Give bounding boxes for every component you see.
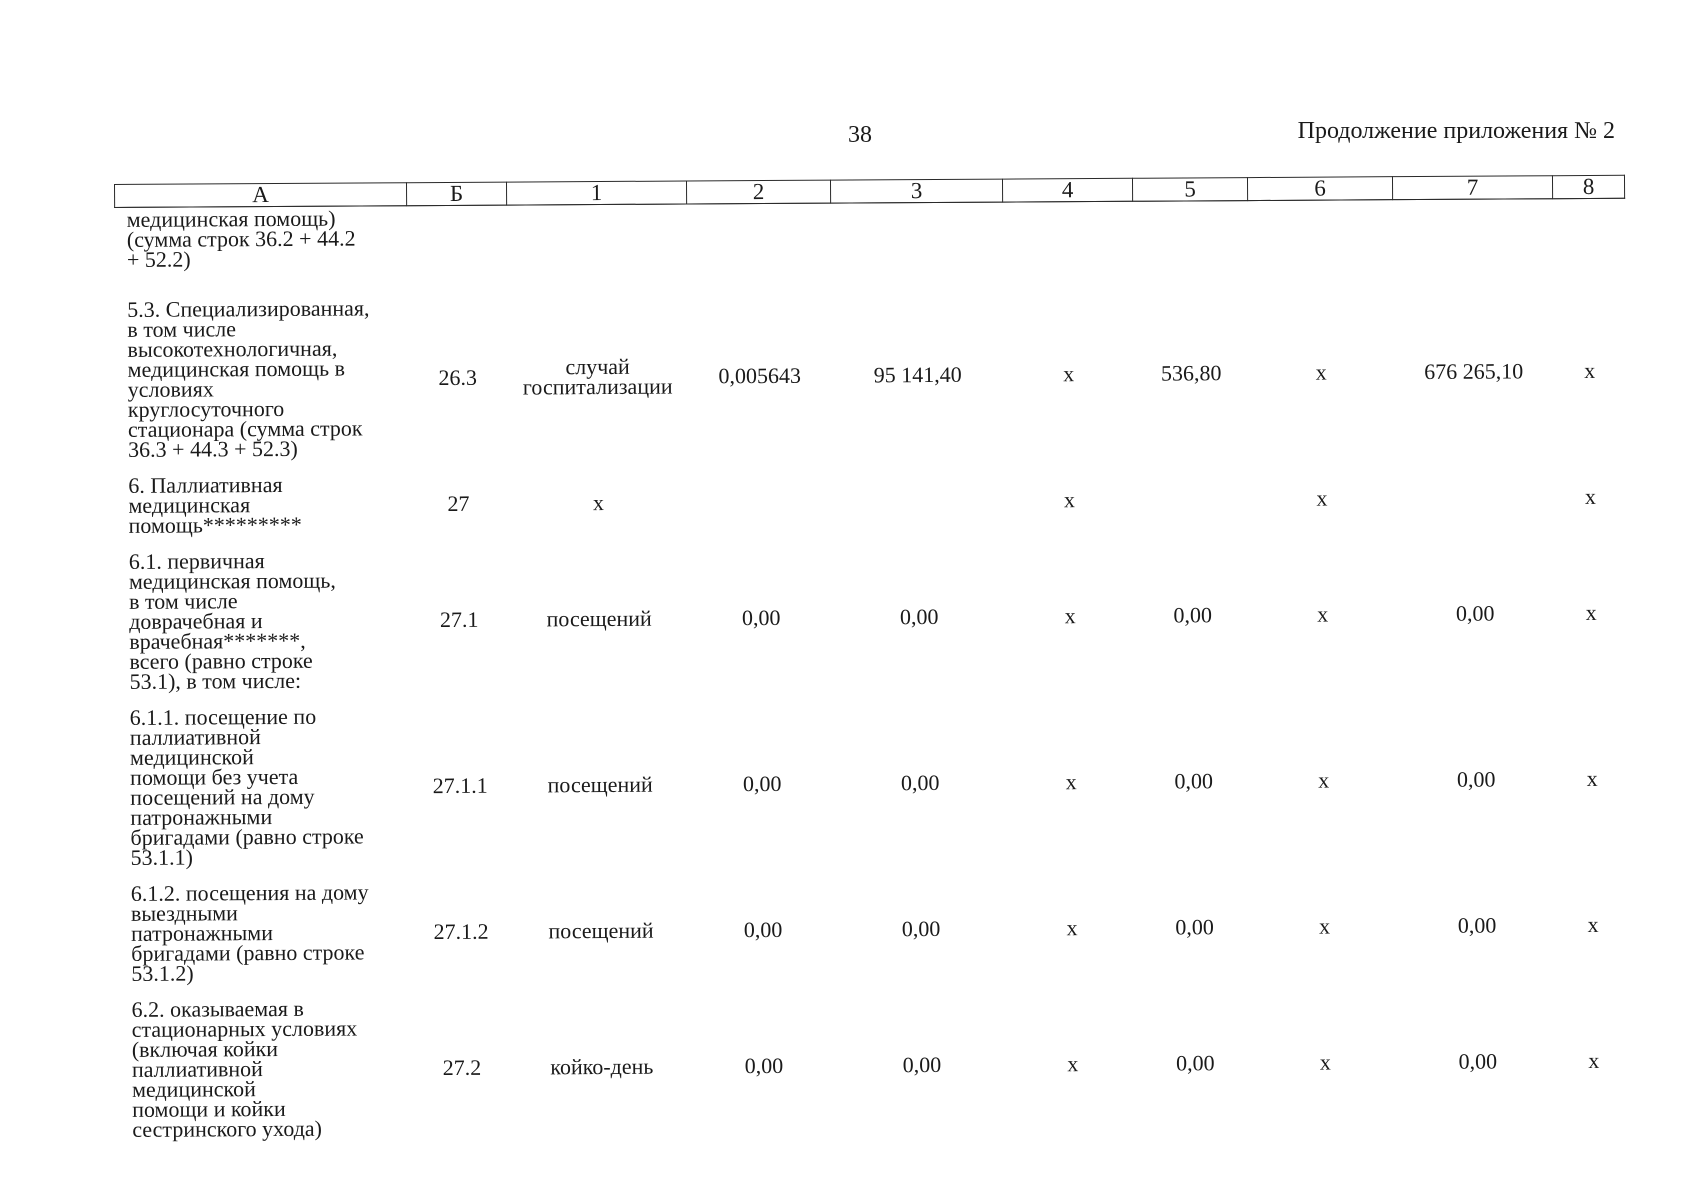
table-row	[115, 283, 1626, 468]
cell-col-2: 0,005643	[718, 362, 802, 389]
cell-col-5: 536,80	[1160, 360, 1222, 386]
row-name: 6.1.2. посещения на дому выездными патронажными бригадами (равно строке 53.1.2)	[130, 879, 369, 986]
row-name: 6. Паллиативная медицинская помощь*********	[128, 471, 302, 538]
row-unit: случай госпитализации	[522, 353, 673, 400]
cell-col-7	[1393, 199, 1554, 284]
cell-col-3: 0,00	[902, 1051, 942, 1078]
cell-col-7: 676 265,10	[1424, 358, 1524, 384]
row-code: 27.1	[439, 606, 479, 633]
cell-col-3: 95 141,40	[873, 361, 962, 388]
cell-col-7	[1394, 459, 1554, 536]
row-code: 27.1.1	[432, 772, 488, 799]
cell-col-3: 0,00	[900, 769, 940, 796]
table-row	[117, 535, 1628, 700]
cell-col-2	[688, 464, 832, 541]
cell-col-7: 0,00	[1455, 600, 1495, 626]
cell-col-7: 0,00	[1456, 766, 1496, 792]
appendix-note: Продолжение приложения № 2	[1297, 118, 1615, 144]
column-header-2: 2	[686, 180, 830, 204]
cell-col-6: х	[1319, 1049, 1331, 1075]
cell-col-2	[687, 203, 832, 288]
row-code: 26.3	[438, 364, 478, 391]
cell-col-8	[1553, 198, 1626, 283]
cell-col-2: 0,00	[743, 916, 783, 943]
column-header-7: 7	[1392, 176, 1552, 200]
row-unit: посещений	[547, 771, 653, 798]
column-header-6: 6	[1247, 177, 1392, 201]
cell-col-4: х	[1065, 769, 1077, 795]
cell-col-8: х	[1586, 765, 1598, 792]
column-header-5: 5	[1132, 178, 1247, 202]
cell-col-6: х	[1318, 767, 1330, 793]
cell-col-6: х	[1318, 913, 1331, 939]
table-row	[118, 691, 1629, 876]
row-code: 27	[447, 490, 470, 516]
cell-col-4	[1003, 201, 1134, 286]
column-header-3: 3	[830, 179, 1002, 203]
cell-col-6: х	[1316, 485, 1328, 511]
row-code: 27.2	[442, 1054, 482, 1081]
row-unit	[507, 204, 688, 290]
cell-col-8: х	[1588, 1047, 1600, 1074]
data-table	[114, 175, 1631, 1148]
row-name: 6.1.1. посещение по паллиативной медицинской помощи без учета посещений на дому патронажными бригадами (равно строке 53.1.1)	[129, 703, 364, 870]
cell-col-5: 0,00	[1175, 914, 1214, 940]
cell-col-8: х	[1585, 599, 1597, 626]
cell-col-6	[1248, 200, 1394, 285]
table-row	[119, 983, 1630, 1148]
cell-col-4: х	[1064, 603, 1076, 629]
cell-col-5	[1133, 201, 1249, 286]
cell-col-8: х	[1587, 911, 1599, 938]
cell-col-7: 0,00	[1458, 1048, 1498, 1074]
cell-col-2: 0,00	[741, 604, 781, 631]
table-row	[115, 198, 1625, 292]
cell-col-6: х	[1317, 601, 1329, 627]
page-number: 38	[848, 122, 872, 148]
cell-col-2: 0,00	[744, 1052, 784, 1079]
row-name: 6.1. первичная медицинская помощь, в том числе доврачебная и врачебная*******, всего (равно строке 53.1), в том числе:	[128, 548, 336, 694]
cell-col-6: х	[1315, 359, 1327, 385]
cell-col-4: х	[1066, 915, 1078, 941]
cell-col-3: 0,00	[901, 915, 941, 942]
cell-col-5: 0,00	[1174, 768, 1213, 794]
row-name: 6.2. оказываемая в стационарных условиях (включая койки паллиативной медицинской помощи и койки сестринского ухода)	[131, 995, 358, 1142]
column-header-4: 4	[1002, 178, 1132, 202]
cell-col-8: х	[1584, 483, 1597, 510]
table-row	[119, 867, 1630, 992]
cell-col-4: х	[1063, 487, 1076, 513]
column-header-a: А	[115, 183, 407, 208]
cell-col-5: 0,00	[1173, 602, 1212, 628]
row-name: медицинская помощь) (сумма строк 36.2 + 44.2 + 52.2)	[126, 205, 356, 272]
row-unit: х	[592, 490, 605, 516]
table-row	[116, 459, 1626, 544]
cell-col-4: х	[1067, 1051, 1079, 1077]
row-unit: посещений	[548, 917, 654, 944]
cell-col-3: 0,00	[899, 603, 939, 630]
column-header-8: 8	[1552, 175, 1624, 198]
cell-col-4: х	[1063, 361, 1075, 387]
row-code	[407, 205, 508, 290]
cell-col-3	[832, 463, 1004, 540]
table-body	[115, 198, 1631, 1148]
row-name: 5.3. Специализированная, в том числе высокотехнологичная, медицинская помощь в условиях круглосуточного стационара (сумма строк 36.3 + 44.3 + 52.3)	[127, 295, 370, 462]
column-header-b: Б	[406, 182, 506, 206]
cell-col-5: 0,00	[1176, 1050, 1215, 1076]
cell-col-5	[1134, 461, 1249, 538]
column-header-1: 1	[506, 181, 686, 205]
row-code: 27.1.2	[433, 918, 489, 945]
cell-col-3	[831, 202, 1004, 288]
row-unit: койко-день	[550, 1053, 654, 1080]
row-unit: посещений	[546, 605, 652, 632]
cell-col-8: х	[1584, 357, 1596, 384]
cell-col-2: 0,00	[742, 770, 782, 797]
cell-col-7: 0,00	[1457, 912, 1497, 938]
